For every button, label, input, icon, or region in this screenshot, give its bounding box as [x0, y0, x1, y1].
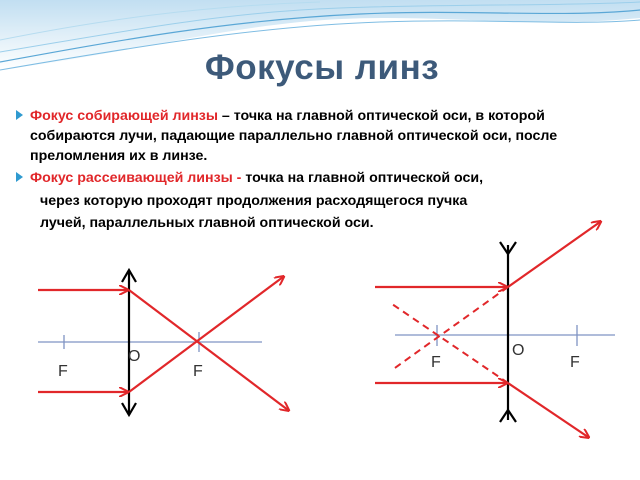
extension-ray-bottom — [392, 304, 508, 383]
focus-label-right: F — [570, 354, 580, 371]
center-label: O — [128, 348, 141, 365]
converging-lens-diagram — [38, 270, 288, 415]
center-label: O — [512, 342, 525, 359]
focus-label-left: F — [58, 363, 68, 380]
definition-diverging-focus-line1: точка на главной оптической оси, — [245, 170, 484, 186]
refracted-ray-top — [508, 222, 600, 287]
focus-label-right: F — [193, 363, 203, 380]
refracted-ray-bottom — [129, 277, 283, 392]
definition-converging-focus: – точка на главной оптической оси, в которой собираются лучи, падающие параллельно главной оптической оси, после преломления их в линзе. — [30, 108, 558, 164]
focus-label-left: F — [431, 354, 441, 371]
definition-diverging-focus-line3: лучей, параллельных главной оптической оси. — [40, 215, 374, 231]
slide-title: Фокусы линз — [204, 48, 440, 87]
extension-ray-top — [392, 287, 508, 370]
term-dash: - — [232, 170, 246, 186]
definition-diverging-focus-line2: через которую проходят продолжения расходящегося пучка — [40, 193, 468, 209]
term-diverging-focus: Фокус рассеивающей линзы — [30, 170, 233, 186]
diverging-lens-diagram — [375, 222, 615, 437]
refracted-ray-bottom — [508, 383, 588, 437]
term-converging-focus: Фокус собирающей линзы — [30, 108, 218, 124]
refracted-ray-top — [129, 290, 288, 410]
